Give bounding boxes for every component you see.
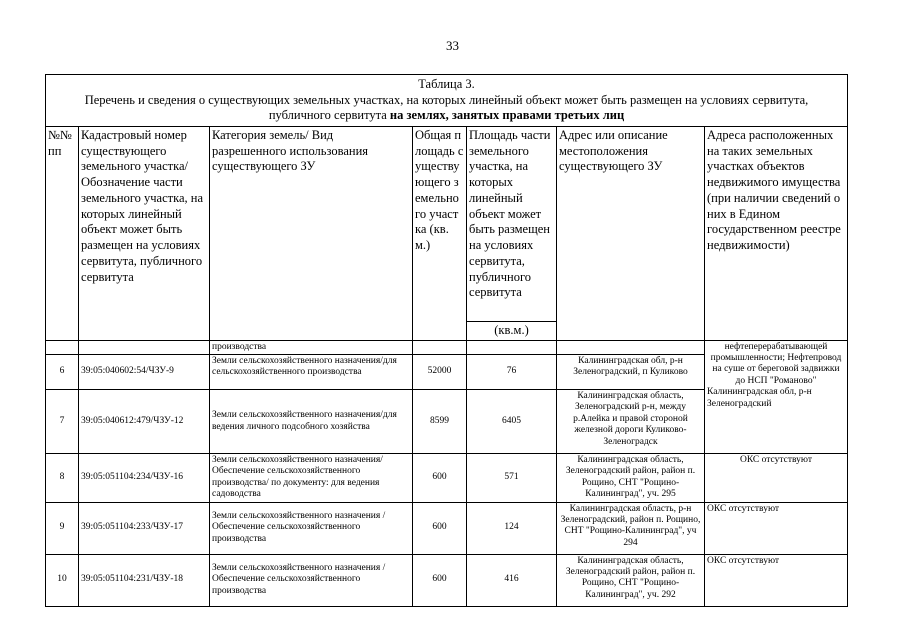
row-total-area: 8599 [413,390,467,454]
row-objects: ОКС отсутствуют [705,502,848,554]
row-part-area: 571 [467,454,557,503]
continuation-objects-address: Калининградская обл, р-н Зеленоградский [707,387,812,409]
row-cadastral: 39:05:051104:234/ЧЗУ-16 [79,454,210,503]
table-caption-row [46,75,848,127]
row-category: Земли сельскохозяйственного назначения/Обеспечение сельскохозяйственного производства/ по документу: для ведения садоводства [210,454,413,503]
row-num: 7 [46,390,79,454]
table-row [46,554,848,606]
row-num: 9 [46,502,79,554]
row-total-area: 600 [413,454,467,503]
header-num: №№ пп [46,126,79,340]
land-plots-table [45,74,848,607]
continuation-row [46,340,848,354]
table-title: Таблица 3. [418,77,475,91]
row-cadastral: 39:05:040612:479/ЧЗУ-12 [79,390,210,454]
row-part-area: 124 [467,502,557,554]
row-total-area: 600 [413,554,467,606]
row-category: Земли сельскохозяйственного назначения /Обеспечение сельскохозяйственного производства [210,554,413,606]
row-objects: ОКС отсутствуют [705,454,848,503]
row-part-area: 76 [467,355,557,390]
row-total-area: 600 [413,502,467,554]
row-num: 8 [46,454,79,503]
header-cadastral: Кадастровый номер существующего земельного участка/ Обозначение части земельного участка, на которых линейный объект может быть размещен на условиях сервитута, публичного сервитута [79,126,210,340]
page-number: 33 [446,38,459,53]
header-row [46,126,848,321]
table-description: Перечень и сведения о существующих земельных участках, на которых линейный объект может быть размещен на условиях сервитута, [84,92,809,107]
row-address: Калининградская область, Зеленоградский район, район п. Рощино, СНТ "Рощино-Калининград", уч. 292 [557,554,705,606]
row-part-area: 6405 [467,390,557,454]
row-category: Земли сельскохозяйственного назначения/для ведения личного подсобного хозяйства [210,390,413,454]
row-cadastral: 39:05:051104:231/ЧЗУ-18 [79,554,210,606]
continuation-objects [705,340,848,453]
row-cadastral: 39:05:040602:54/ЧЗУ-9 [79,355,210,390]
header-category: Категория земель/ Вид разрешенного использования существующего ЗУ [210,126,413,340]
header-part-area: Площадь части земельного участка, на которых линейный объект может быть размещен на условиях сервитута, публичного сервитута [467,126,557,321]
row-address: Калининградская область, р-н Зеленоградский, район п. Рощино, СНТ "Рощино-Калининград", уч 294 [557,502,705,554]
table-row [46,454,848,503]
header-total-area: Общая площадь существующего земельного участка (кв.м.) [413,126,467,340]
row-category: Земли сельскохозяйственного назначения /Обеспечение сельскохозяйственного производства [210,502,413,554]
row-objects: ОКС отсутствуют [705,554,848,606]
table-row [46,502,848,554]
header-part-area-unit: (кв.м.) [467,321,557,340]
row-cadastral: 39:05:051104:233/ЧЗУ-17 [79,502,210,554]
header-objects: Адреса расположенных на таких земельных участках объектов недвижимого имущества (при наличии сведений о них в Едином государственном реестре недвижимости) [705,126,848,340]
table-caption [46,75,848,127]
row-category: Земли сельскохозяйственного назначения/для сельскохозяйственного производства [210,355,413,390]
row-address: Калининградская обл, р-н Зеленоградский, п Куликово [557,355,705,390]
continuation-category: производства [210,340,413,354]
row-num: 10 [46,554,79,606]
table-description-bold: на землях, занятых правами третьих лиц [389,108,625,123]
table-description-cont: публичного сервитута [268,108,390,123]
row-part-area: 416 [467,554,557,606]
row-total-area: 52000 [413,355,467,390]
continuation-objects-text: нефтеперерабатывающей промышленности; Нефтепровод на суше от береговой задвижки до НСП "Романово" [710,341,842,386]
row-num: 6 [46,355,79,390]
header-address: Адрес или описание местоположения существующего ЗУ [557,126,705,340]
row-address: Калининградская область, Зеленоградский р-н, между р.Алейка и правой стороной железной дороги Куликово-Зеленоградск [557,390,705,454]
row-address: Калининградская область, Зеленоградский район, район п. Рощино, СНТ "Рощино-Калининград", уч. 295 [557,454,705,503]
